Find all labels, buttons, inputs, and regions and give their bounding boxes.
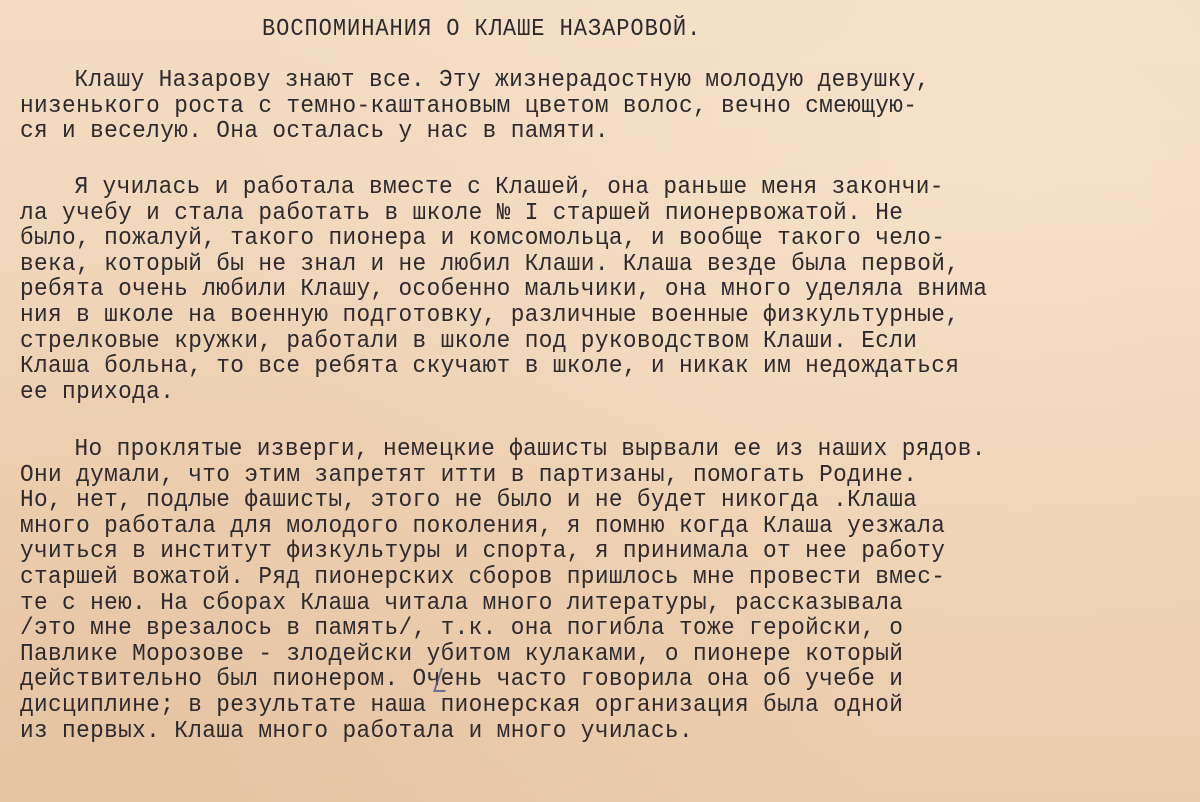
text-line: много работала для молодого поколения, я помню когда Клаша уезжала <box>20 512 946 540</box>
text-line: Но, нет, подлые фашисты, этого не было и не будет никогда .Клаша <box>20 487 918 515</box>
text-line: ее прихода. <box>20 378 175 406</box>
text-line: Они думали, что этим запретят итти в партизаны, помогать Родине. <box>20 461 918 489</box>
text-line: ния в школе на военную подготовку, различные военные физкультурные, <box>20 301 960 329</box>
text-line: действительно был пионером. Очень часто говорила она об учебе и <box>20 666 904 694</box>
text-line: Я училась и работала вместе с Клашей, она раньше меня закончи- <box>74 174 944 201</box>
text-line: стрелковые кружки, работали в школе под руководством Клаши. Если <box>20 327 918 355</box>
text-line: было, пожалуй, такого пионера и комсомольца, и вообще такого чело- <box>20 225 946 253</box>
document-title: ВОСПОМИНАНИЯ О КЛАШЕ НАЗАРОВОЙ. <box>262 16 702 43</box>
text-line: низенького роста с темно-каштановым цветом волос, вечно смеющую- <box>20 92 918 120</box>
text-line: учиться в институт физкультуры и спорта, я принимала от нее работу <box>20 538 946 566</box>
text-line: ребята очень любили Клашу, особенно мальчики, она много уделяла внима <box>20 276 988 304</box>
text-line: Павлике Морозове - злодейски убитом кулаками, о пионере который <box>20 640 904 668</box>
text-line: ла учебу и стала работать в школе № I старшей пионервожатой. Не <box>20 199 904 227</box>
text-line: старшей вожатой. Ряд пионерских сборов пришлось мне провести вмес- <box>20 563 946 591</box>
text-line: из первых. Клаша много работала и много училась. <box>20 717 693 745</box>
paragraph-1 <box>20 68 988 145</box>
text-line: века, который бы не знал и не любил Клаши. Клаша везде была первой, <box>20 250 960 278</box>
text-line: дисциплине; в результате наша пионерская организация была одной <box>20 691 904 719</box>
text-line: /это мне врезалось в память/, т.к. она погибла тоже геройски, о <box>20 615 904 643</box>
text-line: Клаша больна, то все ребята скучают в школе, и никак им недождаться <box>20 353 960 381</box>
paragraph-3 <box>20 437 1047 744</box>
text-line: те с нею. На сборах Клаша читала много литературы, рассказывала <box>20 589 904 617</box>
paragraph-2 <box>20 175 1049 405</box>
text-line: ся и веселую. Она осталась у нас в памяти. <box>20 118 609 146</box>
text-line: Но проклятые изверги, немецкие фашисты вырвали ее из наших рядов. <box>74 436 986 463</box>
text-line: Клашу Назарову знают все. Эту жизнерадостную молодую девушку, <box>74 67 930 94</box>
